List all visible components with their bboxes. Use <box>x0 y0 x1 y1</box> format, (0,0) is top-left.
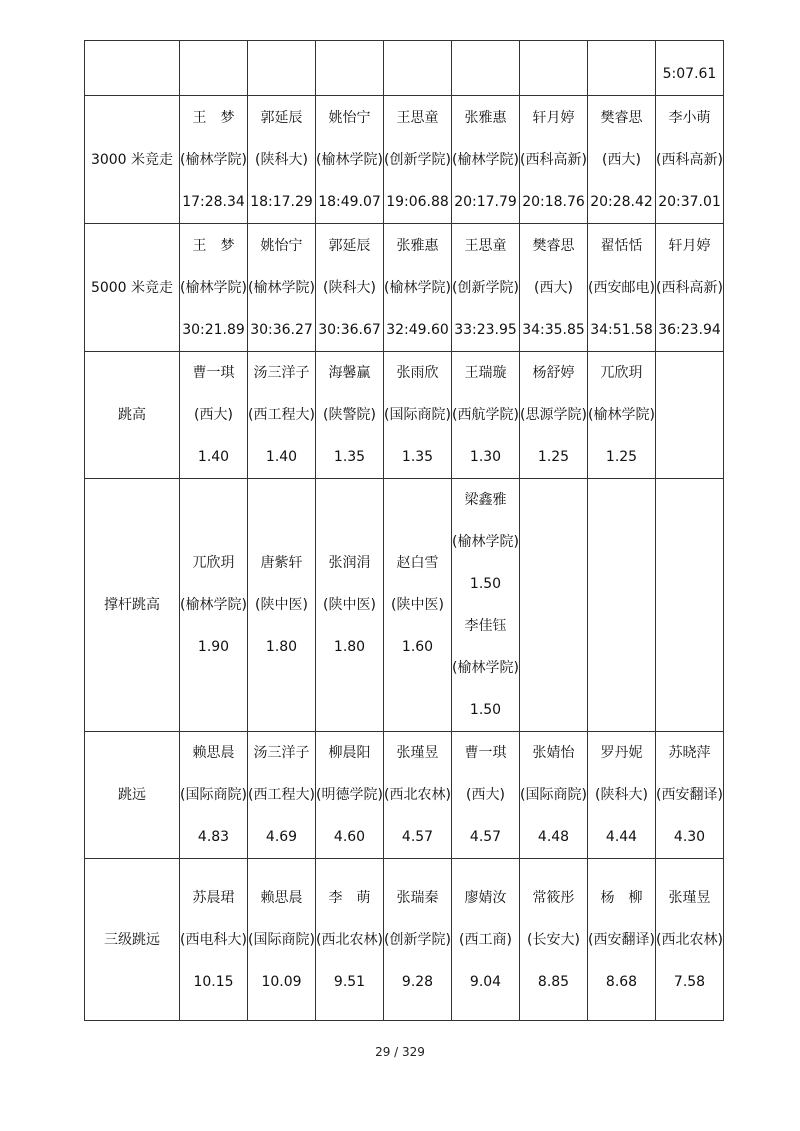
school-name: (榆林学院) <box>452 534 519 550</box>
result-cell-content <box>384 97 451 223</box>
school-name: (榆林学院) <box>316 151 383 168</box>
athlete-name: 兀欣玥 <box>600 365 643 381</box>
event-name-cell: 跳远 <box>85 732 180 859</box>
athlete-name: 汤三洋子 <box>253 745 310 761</box>
result-cell <box>656 732 724 859</box>
result-cell <box>384 41 452 96</box>
result-cell-content <box>452 732 519 858</box>
school-name: (创新学院) <box>384 931 451 948</box>
athlete-name: 郭延辰 <box>260 109 303 126</box>
result-mark: 9.51 <box>333 973 366 990</box>
result-mark: 18:17.29 <box>250 193 313 210</box>
result-mark: 9.28 <box>401 973 434 990</box>
school-name: (榆林学院) <box>452 660 519 676</box>
result-cell <box>452 352 520 479</box>
result-mark: 36:23.94 <box>658 321 721 338</box>
school-name: (西安邮电) <box>588 279 655 296</box>
event-name-cell: 撑杆跳高 <box>85 479 180 732</box>
result-cell-content <box>520 352 587 478</box>
result-cell <box>180 352 248 479</box>
athlete-name: 樊睿思 <box>532 237 575 254</box>
result-cell-content <box>588 97 655 223</box>
athlete-name: 翟恬恬 <box>600 237 643 254</box>
result-cell <box>520 732 588 859</box>
result-cell-content <box>656 97 723 223</box>
school-name: (西科高新) <box>656 279 723 296</box>
athlete-name: 苏晨珺 <box>192 889 235 906</box>
result-cell <box>520 224 588 352</box>
school-name: (西科高新) <box>520 151 587 168</box>
event-name-cell: 3000 米竞走 <box>85 96 180 224</box>
result-cell <box>248 41 316 96</box>
athlete-name: 兀欣玥 <box>192 555 235 571</box>
school-name: (陕中医) <box>323 597 376 613</box>
table-row <box>85 479 724 732</box>
result-mark: 30:36.67 <box>318 321 381 338</box>
result-cell <box>316 479 384 732</box>
school-name: (陕中医) <box>391 597 444 613</box>
result-mark: 17:28.34 <box>182 193 245 210</box>
school-name: (西工商) <box>459 931 512 948</box>
athlete-name: 柳晨阳 <box>328 745 371 761</box>
school-name: (榆林学院) <box>180 279 247 296</box>
result-cell <box>248 96 316 224</box>
result-cell <box>588 352 656 479</box>
result-mark: 1.80 <box>333 639 366 655</box>
result-cell-content <box>316 352 383 478</box>
results-table-body <box>85 41 724 1021</box>
result-cell-content <box>656 732 723 858</box>
result-cell-content <box>452 479 519 731</box>
result-cell <box>588 859 656 1021</box>
school-name: (西工程大) <box>248 407 315 423</box>
athlete-name: 廖婧汝 <box>464 889 507 906</box>
result-cell-content <box>316 877 383 1003</box>
result-cell-content <box>248 877 315 1003</box>
school-name: (长安大) <box>527 931 580 948</box>
result-mark: 4.57 <box>469 829 502 845</box>
result-mark: 1.25 <box>605 449 638 465</box>
athlete-name: 张雨欣 <box>396 365 439 381</box>
athlete-name: 李小萌 <box>668 109 711 126</box>
result-mark: 30:36.27 <box>250 321 313 338</box>
result-cell <box>520 859 588 1021</box>
result-cell-content <box>248 225 315 351</box>
result-cell <box>180 732 248 859</box>
school-name: (创新学院) <box>452 279 519 296</box>
result-cell <box>588 96 656 224</box>
result-mark: 1.50 <box>469 702 502 718</box>
result-cell <box>180 479 248 732</box>
result-cell-content <box>248 97 315 223</box>
athlete-name: 王思童 <box>396 109 439 126</box>
result-mark: 4.30 <box>673 829 706 845</box>
school-name: (陕科大) <box>323 279 376 296</box>
result-mark: 4.44 <box>605 829 638 845</box>
school-name: (国际商院) <box>520 787 587 803</box>
result-cell-content <box>384 225 451 351</box>
result-cell <box>520 41 588 96</box>
result-cell-content <box>520 225 587 351</box>
result-cell-content <box>180 877 247 1003</box>
athlete-name: 李 萌 <box>328 889 371 906</box>
school-name: (西航学院) <box>452 407 519 423</box>
result-cell <box>588 224 656 352</box>
result-mark: 4.57 <box>401 829 434 845</box>
result-cell-content <box>656 53 723 95</box>
result-cell-content <box>656 225 723 351</box>
athlete-name: 5:07.61 <box>662 66 717 82</box>
result-cell-content <box>316 97 383 223</box>
athlete-name: 曹一琪 <box>192 365 235 381</box>
result-mark: 10.09 <box>261 973 302 990</box>
athlete-name: 海馨赢 <box>328 365 371 381</box>
school-name: (西大) <box>194 407 233 423</box>
result-cell <box>384 224 452 352</box>
result-mark: 33:23.95 <box>454 321 517 338</box>
school-name: (西大) <box>466 787 505 803</box>
table-row <box>85 41 724 96</box>
result-mark: 8.68 <box>605 973 638 990</box>
athlete-name: 张瑞秦 <box>396 889 439 906</box>
school-name: (国际商院) <box>384 407 451 423</box>
athlete-name: 姚怡宁 <box>328 109 371 126</box>
result-cell-content <box>248 352 315 478</box>
athlete-name: 杨舒婷 <box>532 365 575 381</box>
athlete-name: 梁鑫雅 <box>464 492 507 508</box>
result-mark: 9.04 <box>469 973 502 990</box>
school-name: (西大) <box>602 151 641 168</box>
school-name: (思源学院) <box>520 407 587 423</box>
result-mark: 32:49.60 <box>386 321 449 338</box>
athlete-name: 汤三洋子 <box>253 365 310 381</box>
result-cell <box>248 352 316 479</box>
result-mark: 1.40 <box>265 449 298 465</box>
result-cell <box>452 96 520 224</box>
result-cell <box>316 41 384 96</box>
result-cell-content <box>588 877 655 1003</box>
event-name-cell <box>85 41 180 96</box>
athlete-name: 王瑞璇 <box>464 365 507 381</box>
result-mark: 1.35 <box>401 449 434 465</box>
result-cell <box>520 479 588 732</box>
athlete-name: 赖思晨 <box>192 745 235 761</box>
athlete-name: 樊睿思 <box>600 109 643 126</box>
athlete-name: 王 梦 <box>192 237 235 254</box>
school-name: (榆林学院) <box>384 279 451 296</box>
result-cell-content <box>452 877 519 1003</box>
result-cell <box>452 479 520 732</box>
school-name: (西北农林) <box>316 931 383 948</box>
page-number: 29 / 329 <box>375 1045 425 1059</box>
result-cell <box>588 732 656 859</box>
event-name-cell: 三级跳远 <box>85 859 180 1021</box>
result-cell-content <box>520 732 587 858</box>
result-cell-content <box>452 352 519 478</box>
result-cell <box>384 96 452 224</box>
result-mark: 1.40 <box>197 449 230 465</box>
athlete-name: 赵白雪 <box>396 555 439 571</box>
result-cell-content <box>520 877 587 1003</box>
result-mark: 1.35 <box>333 449 366 465</box>
school-name: (陕科大) <box>595 787 648 803</box>
school-name: (明德学院) <box>316 787 383 803</box>
result-cell-content <box>180 732 247 858</box>
athlete-name: 轩月婷 <box>532 109 575 126</box>
result-cell-content <box>384 877 451 1003</box>
result-cell <box>452 859 520 1021</box>
school-name: (榆林学院) <box>248 279 315 296</box>
result-cell <box>180 41 248 96</box>
result-cell-content <box>452 225 519 351</box>
result-cell <box>316 352 384 479</box>
result-cell-content <box>316 542 383 668</box>
school-name: (榆林学院) <box>180 597 247 613</box>
result-cell <box>248 732 316 859</box>
result-cell-content <box>588 352 655 478</box>
result-cell <box>180 224 248 352</box>
result-cell <box>384 859 452 1021</box>
athlete-name: 轩月婷 <box>668 237 711 254</box>
result-cell-content <box>588 225 655 351</box>
athlete-name: 姚怡宁 <box>260 237 303 254</box>
result-cell <box>656 479 724 732</box>
result-cell-content <box>180 542 247 668</box>
result-mark: 4.60 <box>333 829 366 845</box>
result-mark: 1.90 <box>197 639 230 655</box>
result-cell-content <box>520 97 587 223</box>
result-mark: 8.85 <box>537 973 570 990</box>
result-cell-content <box>384 542 451 668</box>
school-name: (陕中医) <box>255 597 308 613</box>
result-cell <box>316 224 384 352</box>
result-cell-content <box>656 877 723 1003</box>
results-table <box>84 40 724 1021</box>
result-mark: 7.58 <box>673 973 706 990</box>
school-name: (西工程大) <box>248 787 315 803</box>
result-cell <box>384 479 452 732</box>
result-cell <box>384 732 452 859</box>
result-cell <box>248 859 316 1021</box>
result-cell <box>520 352 588 479</box>
result-mark: 34:51.58 <box>590 321 653 338</box>
result-cell <box>656 41 724 96</box>
result-cell-content <box>248 732 315 858</box>
result-cell <box>316 732 384 859</box>
athlete-name: 赖思晨 <box>260 889 303 906</box>
result-cell <box>452 732 520 859</box>
school-name: (榆林学院) <box>180 151 247 168</box>
result-cell <box>588 479 656 732</box>
school-name: (榆林学院) <box>588 407 655 423</box>
result-mark: 20:37.01 <box>658 193 721 210</box>
result-mark: 4.69 <box>265 829 298 845</box>
result-cell <box>520 96 588 224</box>
athlete-name: 张润涓 <box>328 555 371 571</box>
result-cell <box>316 859 384 1021</box>
school-name: (创新学院) <box>384 151 451 168</box>
result-mark: 4.48 <box>537 829 570 845</box>
result-cell-content <box>588 732 655 858</box>
result-cell <box>316 96 384 224</box>
result-mark: 18:49.07 <box>318 193 381 210</box>
result-mark: 30:21.89 <box>182 321 245 338</box>
result-mark: 34:35.85 <box>522 321 585 338</box>
result-cell <box>656 96 724 224</box>
result-mark: 10.15 <box>193 973 234 990</box>
result-cell <box>452 41 520 96</box>
result-cell-content <box>180 352 247 478</box>
result-cell <box>384 352 452 479</box>
athlete-name: 杨 柳 <box>600 889 643 906</box>
athlete-name: 苏晓萍 <box>668 745 711 761</box>
athlete-name: 王 梦 <box>192 109 235 126</box>
result-cell <box>656 859 724 1021</box>
school-name: (西安翻译) <box>656 787 723 803</box>
table-row <box>85 352 724 479</box>
athlete-name: 唐紫轩 <box>260 555 303 571</box>
result-mark: 1.60 <box>401 639 434 655</box>
school-name: (西北农林) <box>656 931 723 948</box>
athlete-name: 曹一琪 <box>464 745 507 761</box>
result-cell-content <box>384 732 451 858</box>
result-mark: 1.25 <box>537 449 570 465</box>
event-name-cell: 跳高 <box>85 352 180 479</box>
result-cell <box>588 41 656 96</box>
athlete-name: 张婧怡 <box>532 745 575 761</box>
result-cell-content <box>316 732 383 858</box>
school-name: (西安翻译) <box>588 931 655 948</box>
result-cell-content <box>180 97 247 223</box>
result-cell <box>248 479 316 732</box>
result-cell <box>180 96 248 224</box>
school-name: (榆林学院) <box>452 151 519 168</box>
result-cell-content <box>452 97 519 223</box>
table-row <box>85 96 724 224</box>
result-mark: 1.50 <box>469 576 502 592</box>
athlete-name: 李佳钰 <box>464 618 507 634</box>
result-cell <box>656 352 724 479</box>
school-name: (国际商院) <box>180 787 247 803</box>
school-name: (陕警院) <box>323 407 376 423</box>
table-row <box>85 732 724 859</box>
result-mark: 1.80 <box>265 639 298 655</box>
athlete-name: 张雅惠 <box>396 237 439 254</box>
result-cell <box>180 859 248 1021</box>
school-name: (西北农林) <box>384 787 451 803</box>
athlete-name: 常筱彤 <box>532 889 575 906</box>
result-mark: 19:06.88 <box>386 193 449 210</box>
athlete-name: 罗丹妮 <box>600 745 643 761</box>
result-mark: 20:17.79 <box>454 193 517 210</box>
school-name: (西大) <box>534 279 573 296</box>
school-name: (国际商院) <box>248 931 315 948</box>
event-name-cell: 5000 米竞走 <box>85 224 180 352</box>
result-mark: 20:28.42 <box>590 193 653 210</box>
result-cell-content <box>180 225 247 351</box>
result-cell <box>656 224 724 352</box>
school-name: (西科高新) <box>656 151 723 168</box>
table-row <box>85 859 724 1021</box>
result-mark: 20:18.76 <box>522 193 585 210</box>
school-name: (西电科大) <box>180 931 247 948</box>
result-cell <box>248 224 316 352</box>
result-cell-content <box>248 542 315 668</box>
athlete-name: 郭延辰 <box>328 237 371 254</box>
athlete-name: 张瑾昱 <box>668 889 711 906</box>
result-cell-content <box>316 225 383 351</box>
table-row <box>85 224 724 352</box>
athlete-name: 王思童 <box>464 237 507 254</box>
athlete-name: 张雅惠 <box>464 109 507 126</box>
result-mark: 4.83 <box>197 829 230 845</box>
athlete-name: 张瑾昱 <box>396 745 439 761</box>
result-cell <box>452 224 520 352</box>
school-name: (陕科大) <box>255 151 308 168</box>
result-mark: 1.30 <box>469 449 502 465</box>
result-cell-content <box>384 352 451 478</box>
